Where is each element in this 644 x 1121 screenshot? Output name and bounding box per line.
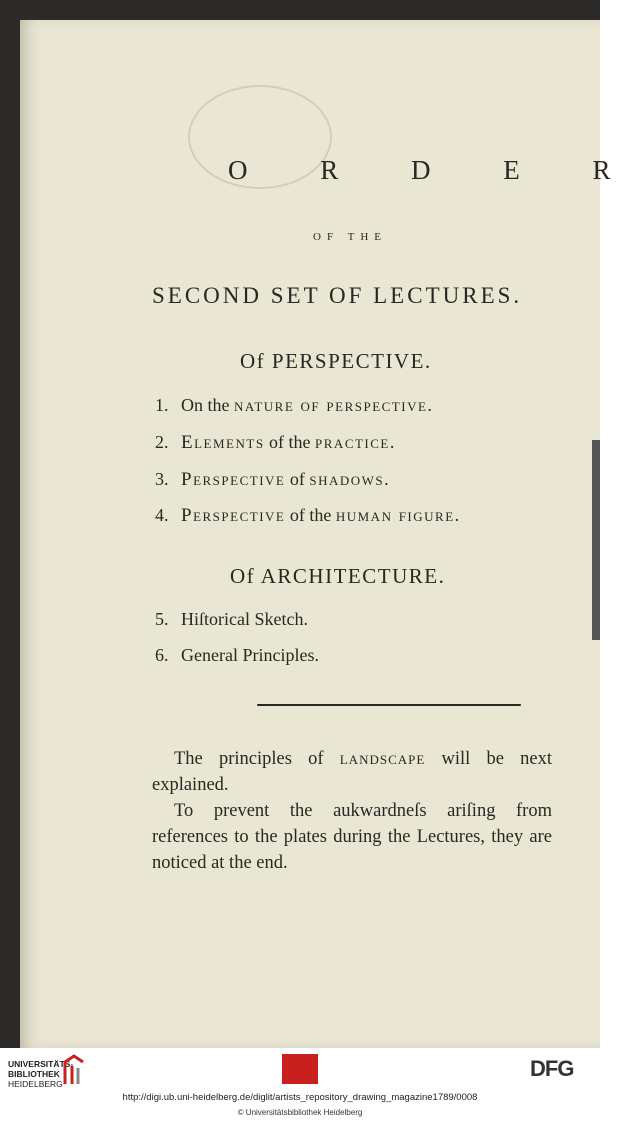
item-text: General Principles. (181, 645, 319, 665)
item-number: 3. (155, 469, 169, 489)
footer (0, 1048, 600, 1121)
item-text: of the (264, 432, 316, 452)
decorative-rule (257, 704, 521, 706)
library-name-line: UNIVERSITÄTS- (8, 1059, 74, 1069)
item-text: On the (181, 395, 234, 415)
item-text: Hiſtorical Sketch. (181, 609, 308, 629)
university-logo-icon (62, 1054, 86, 1088)
item-text: . (454, 505, 460, 525)
item-text-sc: human figure (335, 505, 455, 526)
list-item (155, 609, 308, 630)
paragraph-text-sc: landscape (339, 749, 426, 769)
item-text-sc: practice (315, 432, 390, 453)
library-name-line: HEIDELBERG (8, 1079, 63, 1089)
item-text-sc: nature of perspective (234, 395, 428, 416)
section-heading-perspective: Of PERSPECTIVE. (240, 349, 432, 373)
list-item (155, 469, 389, 491)
page-title: O R D E R (228, 155, 644, 185)
page-edge (592, 440, 600, 640)
subtitle: SECOND SET OF LECTURES. (152, 283, 523, 308)
item-text-sc: shadows (309, 469, 385, 490)
item-text-sc: Perspective (181, 469, 286, 490)
item-number: 2. (155, 432, 169, 452)
item-text: of (285, 469, 310, 489)
closing-text (152, 746, 552, 876)
item-number: 1. (155, 395, 169, 415)
copyright: © Universitätsbibliothek Heidelberg (237, 1108, 363, 1117)
item-text: . (389, 432, 395, 452)
list-item (155, 395, 432, 417)
permalink[interactable]: http://digi.ub.uni-heidelberg.de/diglit/artists_repository_drawing_magazine1789/0008 (122, 1092, 478, 1103)
digitization-logo-icon (282, 1054, 318, 1084)
paragraph-text: The principles of (174, 749, 340, 769)
item-text: . (427, 395, 432, 415)
paragraph-text: will be next explained. (152, 749, 553, 795)
list-item (155, 432, 394, 454)
list-item (155, 645, 319, 666)
paragraph: To prevent the aukwardneſs ariſing from references to the plates during the Lectures, they are noticed at the end. (152, 801, 552, 873)
paragraph (152, 746, 552, 798)
section-heading-architecture: Of ARCHITECTURE. (230, 564, 446, 588)
item-number: 6. (155, 645, 169, 665)
item-text: of the (285, 505, 336, 525)
item-text: . (384, 469, 389, 489)
item-number: 5. (155, 609, 169, 629)
item-text-sc: Perspective (181, 505, 286, 526)
of-the-line: OF THE (313, 231, 387, 243)
item-number: 4. (155, 505, 169, 525)
item-text-sc: Elements (181, 432, 265, 453)
library-name-line: BIBLIOTHEK (8, 1069, 60, 1079)
list-item (155, 505, 459, 527)
dfg-logo: DFG (530, 1056, 574, 1081)
